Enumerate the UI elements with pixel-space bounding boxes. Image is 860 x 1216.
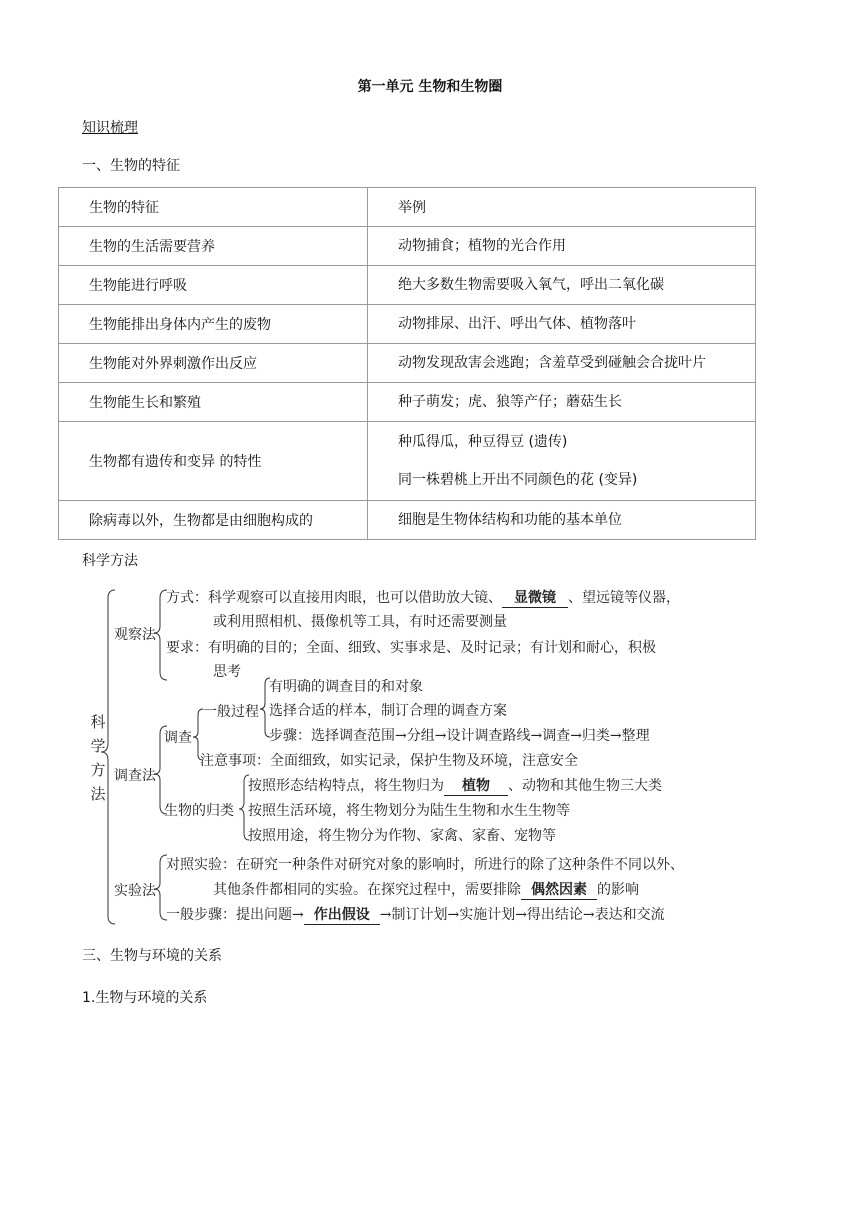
- control-prefix: 其他条件都相同的实验。在探究过程中，需要排除: [213, 882, 521, 898]
- example-text: 动物捕食；植物的光合作用: [398, 238, 566, 254]
- feature-cell: 生物能生长和繁殖: [59, 383, 368, 422]
- feature-cell: 除病毒以外，生物都是由细胞构成的: [59, 501, 368, 540]
- section-knowledge: 知识梳理: [82, 120, 138, 136]
- sub-one-heading: 1.生物与环境的关系: [82, 990, 208, 1006]
- observe-way-prefix: 方式：科学观察可以直接用肉眼，也可以借助放大镜、: [166, 590, 502, 606]
- example-text: 绝大多数生物需要吸入氧气，呼出二氧化碳: [398, 277, 664, 293]
- general-step-3: 步骤：选择调查范围→分组→设计调查路线→调查→归类→整理: [269, 728, 650, 744]
- example-text: 细胞是生物体结构和功能的基本单位: [398, 512, 622, 528]
- general-step-1: 有明确的调查目的和对象: [269, 679, 423, 695]
- feature-cell: 生物能进行呼吸: [59, 266, 368, 305]
- steps-prefix: 一般步骤：提出问题→: [166, 907, 304, 923]
- section-method-heading: 科学方法: [82, 553, 138, 569]
- section-three-heading: 三、生物与环境的关系: [82, 948, 222, 964]
- classify-line2: 按照生活环境，将生物划分为陆生生物和水生生物等: [248, 803, 570, 819]
- observe-way-line1: [166, 587, 680, 608]
- classify-prefix: 按照形态结构特点，将生物归为: [248, 778, 444, 794]
- experiment-label: 实验法: [114, 883, 156, 899]
- example-text: 种瓜得瓜，种豆得豆 (遗传): [398, 434, 568, 450]
- survey-label: 调查法: [114, 768, 156, 784]
- control-line1: 对照实验：在研究一种条件对研究对象的影响时，所进行的除了这种条件不同以外、: [166, 857, 684, 873]
- page-title: 第一单元 生物和生物圈: [357, 79, 503, 95]
- header-example: 举例: [368, 188, 756, 227]
- classify-line3: 按照用途，将生物分为作物、家禽、家畜、宠物等: [248, 828, 556, 844]
- root-label: 科学方法: [90, 713, 106, 803]
- classify-label: 生物的归类: [164, 803, 234, 819]
- steps-suffix: →制订计划→实施计划→得出结论→表达和交流: [379, 907, 665, 923]
- classify-line1: [248, 775, 662, 796]
- control-blank: 偶然因素: [521, 879, 597, 900]
- observe-way-line2: 或利用照相机、摄像机等工具，有时还需要测量: [213, 614, 507, 630]
- general-process-label: 一般过程: [203, 704, 259, 720]
- steps-blank: 作出假设: [304, 904, 380, 925]
- example-text: 动物排尿、出汗、呼出气体、植物落叶: [398, 316, 636, 332]
- control-line2: [213, 879, 639, 900]
- investigate-label: 调查: [164, 730, 192, 746]
- feature-cell: 生物都有遗传和变异 的特性: [59, 422, 368, 501]
- classify-suffix: 、动物和其他生物三大类: [508, 778, 662, 794]
- observe-label: 观察法: [114, 627, 156, 643]
- steps-line: [166, 904, 665, 925]
- example-text: 种子萌发；虎、狼等产仔；蘑菇生长: [398, 394, 622, 410]
- classify-blank: 植物: [444, 775, 508, 796]
- example-text: 动物发现敌害会逃跑；含羞草受到碰触会合拢叶片: [398, 355, 706, 371]
- observe-way-suffix: 、望远镜等仪器，: [568, 590, 680, 606]
- feature-cell: 生物能排出身体内产生的废物: [59, 305, 368, 344]
- observe-req-line1: 要求：有明确的目的；全面、细致、实事求是、及时记录；有计划和耐心，积极: [166, 640, 656, 656]
- section-one-heading: 一、生物的特征: [82, 158, 180, 174]
- example-text: 同一株碧桃上开出不同颜色的花 (变异): [398, 472, 638, 488]
- observe-way-blank: 显微镜: [502, 587, 568, 608]
- survey-notes: 注意事项：全面细致，如实记录，保护生物及环境，注意安全: [200, 753, 578, 769]
- control-suffix: 的影响: [597, 882, 639, 898]
- header-feature: 生物的特征: [59, 188, 368, 227]
- feature-cell: 生物的生活需要营养: [59, 227, 368, 266]
- general-step-2: 选择合适的样本，制订合理的调查方案: [269, 703, 507, 719]
- observe-req-line2: 思考: [213, 664, 241, 680]
- feature-cell: 生物能对外界刺激作出反应: [59, 344, 368, 383]
